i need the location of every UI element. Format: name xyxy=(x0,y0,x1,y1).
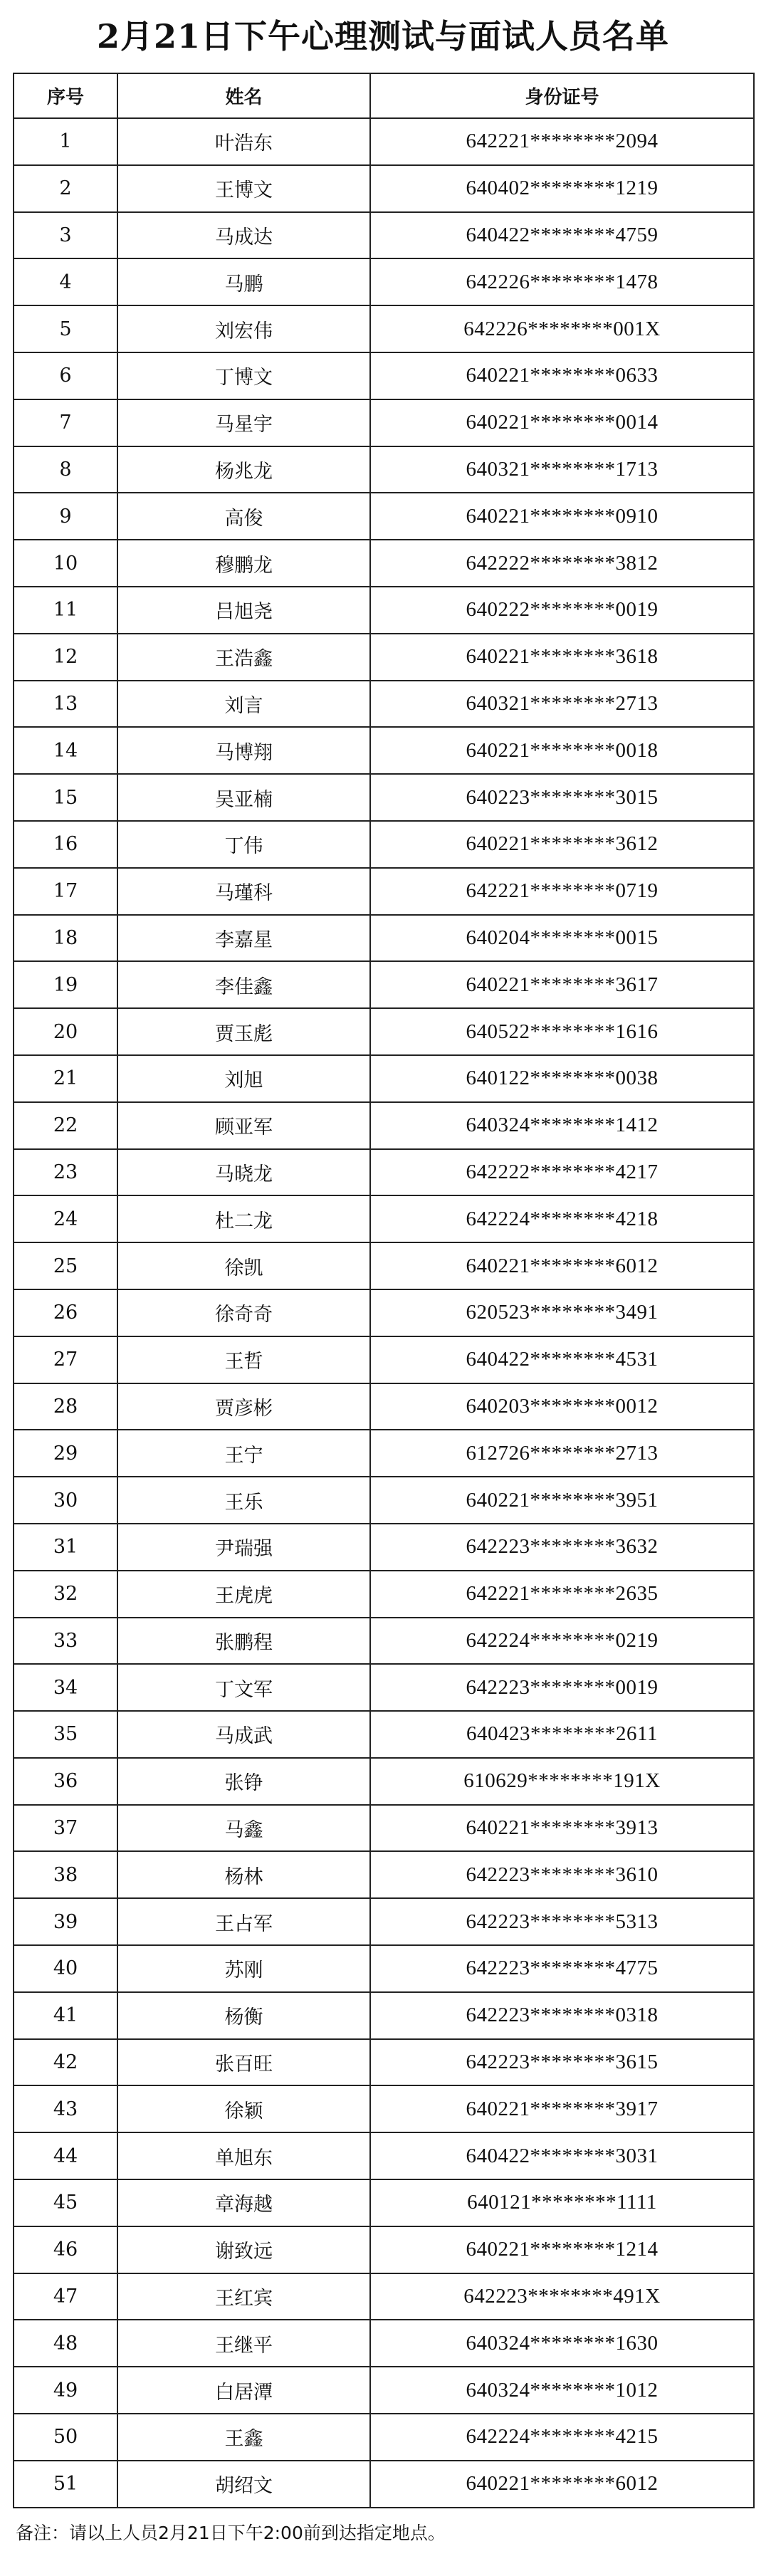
table-row xyxy=(14,1571,754,1618)
cell-number: 30 xyxy=(14,1477,117,1524)
cell-name: 杨林 xyxy=(117,1851,370,1898)
cell-number: 26 xyxy=(14,1289,117,1336)
cell-id-number: 640221********6012 xyxy=(370,2461,754,2508)
cell-number: 51 xyxy=(14,2461,117,2508)
cell-id-number: 640324********1012 xyxy=(370,2367,754,2414)
cell-id-number: 640324********1412 xyxy=(370,1102,754,1149)
cell-number: 33 xyxy=(14,1618,117,1665)
cell-name: 吴亚楠 xyxy=(117,774,370,821)
cell-name: 张鹏程 xyxy=(117,1618,370,1665)
cell-name: 王鑫 xyxy=(117,2414,370,2461)
table-row xyxy=(14,681,754,728)
cell-name: 刘宏伟 xyxy=(117,305,370,352)
cell-number: 40 xyxy=(14,1945,117,1992)
cell-id-number: 640221********1214 xyxy=(370,2226,754,2273)
cell-number: 31 xyxy=(14,1524,117,1571)
cell-name: 穆鹏龙 xyxy=(117,540,370,587)
cell-name: 章海越 xyxy=(117,2179,370,2226)
cell-name: 胡绍文 xyxy=(117,2461,370,2508)
cell-number: 36 xyxy=(14,1758,117,1805)
cell-number: 49 xyxy=(14,2367,117,2414)
cell-name: 王乐 xyxy=(117,1477,370,1524)
cell-number: 16 xyxy=(14,821,117,868)
cell-number: 18 xyxy=(14,915,117,962)
cell-name: 王虎虎 xyxy=(117,1571,370,1618)
cell-number: 35 xyxy=(14,1711,117,1758)
cell-name: 王红宾 xyxy=(117,2273,370,2320)
cell-number: 42 xyxy=(14,2039,117,2086)
table-row xyxy=(14,2226,754,2273)
cell-id-number: 640321********2713 xyxy=(370,681,754,728)
cell-name: 马成达 xyxy=(117,212,370,259)
cell-number: 39 xyxy=(14,1898,117,1945)
table-row xyxy=(14,1477,754,1524)
cell-name: 王宁 xyxy=(117,1430,370,1477)
cell-number: 37 xyxy=(14,1805,117,1852)
cell-number: 4 xyxy=(14,258,117,305)
cell-name: 吕旭尧 xyxy=(117,587,370,634)
cell-id-number: 642223********4775 xyxy=(370,1945,754,1992)
cell-name: 高俊 xyxy=(117,493,370,540)
cell-number: 46 xyxy=(14,2226,117,2273)
cell-name: 马成武 xyxy=(117,1711,370,1758)
table-row xyxy=(14,587,754,634)
cell-number: 6 xyxy=(14,352,117,399)
cell-name: 马晓龙 xyxy=(117,1149,370,1196)
cell-id-number: 642223********5313 xyxy=(370,1898,754,1945)
roster-body xyxy=(14,118,754,2508)
cell-id-number: 640221********0910 xyxy=(370,493,754,540)
cell-number: 14 xyxy=(14,727,117,774)
page-title: 2月21日下午心理测试与面试人员名单 xyxy=(96,17,670,56)
cell-number: 1 xyxy=(14,118,117,165)
cell-name: 丁文军 xyxy=(117,1664,370,1711)
cell-name: 丁博文 xyxy=(117,352,370,399)
table-row xyxy=(14,2132,754,2179)
table-row xyxy=(14,915,754,962)
cell-id-number: 642223********3610 xyxy=(370,1851,754,1898)
cell-number: 29 xyxy=(14,1430,117,1477)
cell-id-number: 640203********0012 xyxy=(370,1383,754,1430)
cell-number: 11 xyxy=(14,587,117,634)
cell-name: 张铮 xyxy=(117,1758,370,1805)
cell-name: 刘言 xyxy=(117,681,370,728)
cell-name: 徐凯 xyxy=(117,1242,370,1289)
table-row xyxy=(14,2085,754,2132)
table-row xyxy=(14,774,754,821)
cell-number: 5 xyxy=(14,305,117,352)
table-row xyxy=(14,1055,754,1102)
cell-name: 贾彦彬 xyxy=(117,1383,370,1430)
cell-id-number: 610629********191X xyxy=(370,1758,754,1805)
table-row xyxy=(14,1383,754,1430)
cell-id-number: 640221********0633 xyxy=(370,352,754,399)
cell-id-number: 640324********1630 xyxy=(370,2320,754,2367)
cell-number: 22 xyxy=(14,1102,117,1149)
cell-name: 王哲 xyxy=(117,1336,370,1383)
cell-name: 徐奇奇 xyxy=(117,1289,370,1336)
table-row xyxy=(14,1524,754,1571)
cell-name: 徐颖 xyxy=(117,2085,370,2132)
cell-id-number: 640221********3917 xyxy=(370,2085,754,2132)
cell-name: 李嘉星 xyxy=(117,915,370,962)
cell-id-number: 642223********3615 xyxy=(370,2039,754,2086)
cell-id-number: 640221********3951 xyxy=(370,1477,754,1524)
cell-number: 47 xyxy=(14,2273,117,2320)
cell-id-number: 640221********3913 xyxy=(370,1805,754,1852)
cell-name: 苏刚 xyxy=(117,1945,370,1992)
cell-id-number: 640422********4759 xyxy=(370,212,754,259)
cell-id-number: 642224********4215 xyxy=(370,2414,754,2461)
table-row xyxy=(14,821,754,868)
table-row xyxy=(14,2320,754,2367)
table-row xyxy=(14,493,754,540)
cell-number: 15 xyxy=(14,774,117,821)
cell-number: 28 xyxy=(14,1383,117,1430)
table-row xyxy=(14,1898,754,1945)
cell-number: 50 xyxy=(14,2414,117,2461)
cell-number: 44 xyxy=(14,2132,117,2179)
cell-number: 7 xyxy=(14,399,117,446)
cell-id-number: 612726********2713 xyxy=(370,1430,754,1477)
table-row xyxy=(14,1945,754,1992)
table-row xyxy=(14,2414,754,2461)
cell-id-number: 640121********1111 xyxy=(370,2179,754,2226)
cell-number: 34 xyxy=(14,1664,117,1711)
cell-name: 谢致远 xyxy=(117,2226,370,2273)
cell-number: 41 xyxy=(14,1992,117,2039)
table-row xyxy=(14,1758,754,1805)
footnote: 备注：请以上人员2月21日下午2:00前到达指定地点。 xyxy=(16,2523,446,2543)
cell-name: 王浩鑫 xyxy=(117,634,370,681)
cell-name: 贾玉彪 xyxy=(117,1008,370,1055)
header-row xyxy=(14,73,754,118)
cell-name: 杨兆龙 xyxy=(117,446,370,493)
cell-id-number: 640221********6012 xyxy=(370,1242,754,1289)
table-row xyxy=(14,1851,754,1898)
cell-name: 马鑫 xyxy=(117,1805,370,1852)
cell-id-number: 642222********4217 xyxy=(370,1149,754,1196)
cell-name: 马星宇 xyxy=(117,399,370,446)
cell-name: 丁伟 xyxy=(117,821,370,868)
cell-number: 38 xyxy=(14,1851,117,1898)
cell-id-number: 640321********1713 xyxy=(370,446,754,493)
cell-id-number: 642221********0719 xyxy=(370,868,754,915)
cell-id-number: 642226********1478 xyxy=(370,258,754,305)
cell-number: 32 xyxy=(14,1571,117,1618)
cell-id-number: 640221********0014 xyxy=(370,399,754,446)
table-row xyxy=(14,1992,754,2039)
header-name: 姓名 xyxy=(117,73,370,118)
cell-name: 叶浩东 xyxy=(117,118,370,165)
table-row xyxy=(14,2273,754,2320)
cell-number: 2 xyxy=(14,165,117,212)
cell-id-number: 640221********3618 xyxy=(370,634,754,681)
cell-number: 19 xyxy=(14,961,117,1008)
cell-name: 王占军 xyxy=(117,1898,370,1945)
cell-name: 马瑾科 xyxy=(117,868,370,915)
cell-number: 10 xyxy=(14,540,117,587)
table-row xyxy=(14,2039,754,2086)
table-row xyxy=(14,1664,754,1711)
table-row xyxy=(14,1618,754,1665)
cell-name: 尹瑞强 xyxy=(117,1524,370,1571)
cell-id-number: 640221********3612 xyxy=(370,821,754,868)
cell-name: 刘旭 xyxy=(117,1055,370,1102)
cell-id-number: 640423********2611 xyxy=(370,1711,754,1758)
table-row xyxy=(14,212,754,259)
cell-id-number: 642223********491X xyxy=(370,2273,754,2320)
table-row xyxy=(14,727,754,774)
cell-number: 21 xyxy=(14,1055,117,1102)
cell-name: 杨衡 xyxy=(117,1992,370,2039)
cell-number: 43 xyxy=(14,2085,117,2132)
cell-id-number: 640422********3031 xyxy=(370,2132,754,2179)
table-row xyxy=(14,352,754,399)
cell-name: 王博文 xyxy=(117,165,370,212)
cell-id-number: 642223********0318 xyxy=(370,1992,754,2039)
table-row xyxy=(14,446,754,493)
table-row xyxy=(14,1805,754,1852)
cell-id-number: 640402********1219 xyxy=(370,165,754,212)
cell-number: 48 xyxy=(14,2320,117,2367)
table-row xyxy=(14,1195,754,1242)
cell-number: 23 xyxy=(14,1149,117,1196)
cell-number: 13 xyxy=(14,681,117,728)
cell-id-number: 640221********0018 xyxy=(370,727,754,774)
cell-name: 单旭东 xyxy=(117,2132,370,2179)
cell-name: 杜二龙 xyxy=(117,1195,370,1242)
cell-number: 9 xyxy=(14,493,117,540)
cell-id-number: 640522********1616 xyxy=(370,1008,754,1055)
cell-name: 白居潭 xyxy=(117,2367,370,2414)
table-row xyxy=(14,634,754,681)
cell-id-number: 642221********2635 xyxy=(370,1571,754,1618)
cell-number: 3 xyxy=(14,212,117,259)
table-row xyxy=(14,118,754,165)
table-row xyxy=(14,1149,754,1196)
cell-number: 25 xyxy=(14,1242,117,1289)
cell-id-number: 642221********2094 xyxy=(370,118,754,165)
cell-number: 8 xyxy=(14,446,117,493)
table-row xyxy=(14,1711,754,1758)
table-row xyxy=(14,1008,754,1055)
cell-id-number: 640422********4531 xyxy=(370,1336,754,1383)
cell-number: 24 xyxy=(14,1195,117,1242)
table-row xyxy=(14,258,754,305)
cell-id-number: 640122********0038 xyxy=(370,1055,754,1102)
cell-number: 17 xyxy=(14,868,117,915)
table-row xyxy=(14,1289,754,1336)
cell-id-number: 642223********0019 xyxy=(370,1664,754,1711)
table-row xyxy=(14,868,754,915)
table-row xyxy=(14,540,754,587)
table-row xyxy=(14,2461,754,2508)
table-row xyxy=(14,305,754,352)
cell-name: 顾亚军 xyxy=(117,1102,370,1149)
table-row xyxy=(14,399,754,446)
table-row xyxy=(14,1430,754,1477)
header-id-number: 身份证号 xyxy=(370,73,754,118)
cell-id-number: 642222********3812 xyxy=(370,540,754,587)
cell-number: 20 xyxy=(14,1008,117,1055)
roster-table xyxy=(13,73,755,2508)
table-row xyxy=(14,2179,754,2226)
cell-id-number: 640204********0015 xyxy=(370,915,754,962)
cell-name: 王继平 xyxy=(117,2320,370,2367)
cell-id-number: 642226********001X xyxy=(370,305,754,352)
cell-id-number: 640223********3015 xyxy=(370,774,754,821)
table-row xyxy=(14,2367,754,2414)
table-row xyxy=(14,961,754,1008)
cell-name: 李佳鑫 xyxy=(117,961,370,1008)
header-number: 序号 xyxy=(14,73,117,118)
cell-id-number: 620523********3491 xyxy=(370,1289,754,1336)
table-row xyxy=(14,1242,754,1289)
cell-id-number: 642223********3632 xyxy=(370,1524,754,1571)
cell-name: 马鹏 xyxy=(117,258,370,305)
cell-id-number: 640221********3617 xyxy=(370,961,754,1008)
cell-number: 27 xyxy=(14,1336,117,1383)
table-row xyxy=(14,165,754,212)
table-row xyxy=(14,1102,754,1149)
cell-id-number: 640222********0019 xyxy=(370,587,754,634)
cell-id-number: 642224********0219 xyxy=(370,1618,754,1665)
table-row xyxy=(14,1336,754,1383)
cell-name: 张百旺 xyxy=(117,2039,370,2086)
cell-id-number: 642224********4218 xyxy=(370,1195,754,1242)
cell-name: 马博翔 xyxy=(117,727,370,774)
cell-number: 45 xyxy=(14,2179,117,2226)
cell-number: 12 xyxy=(14,634,117,681)
